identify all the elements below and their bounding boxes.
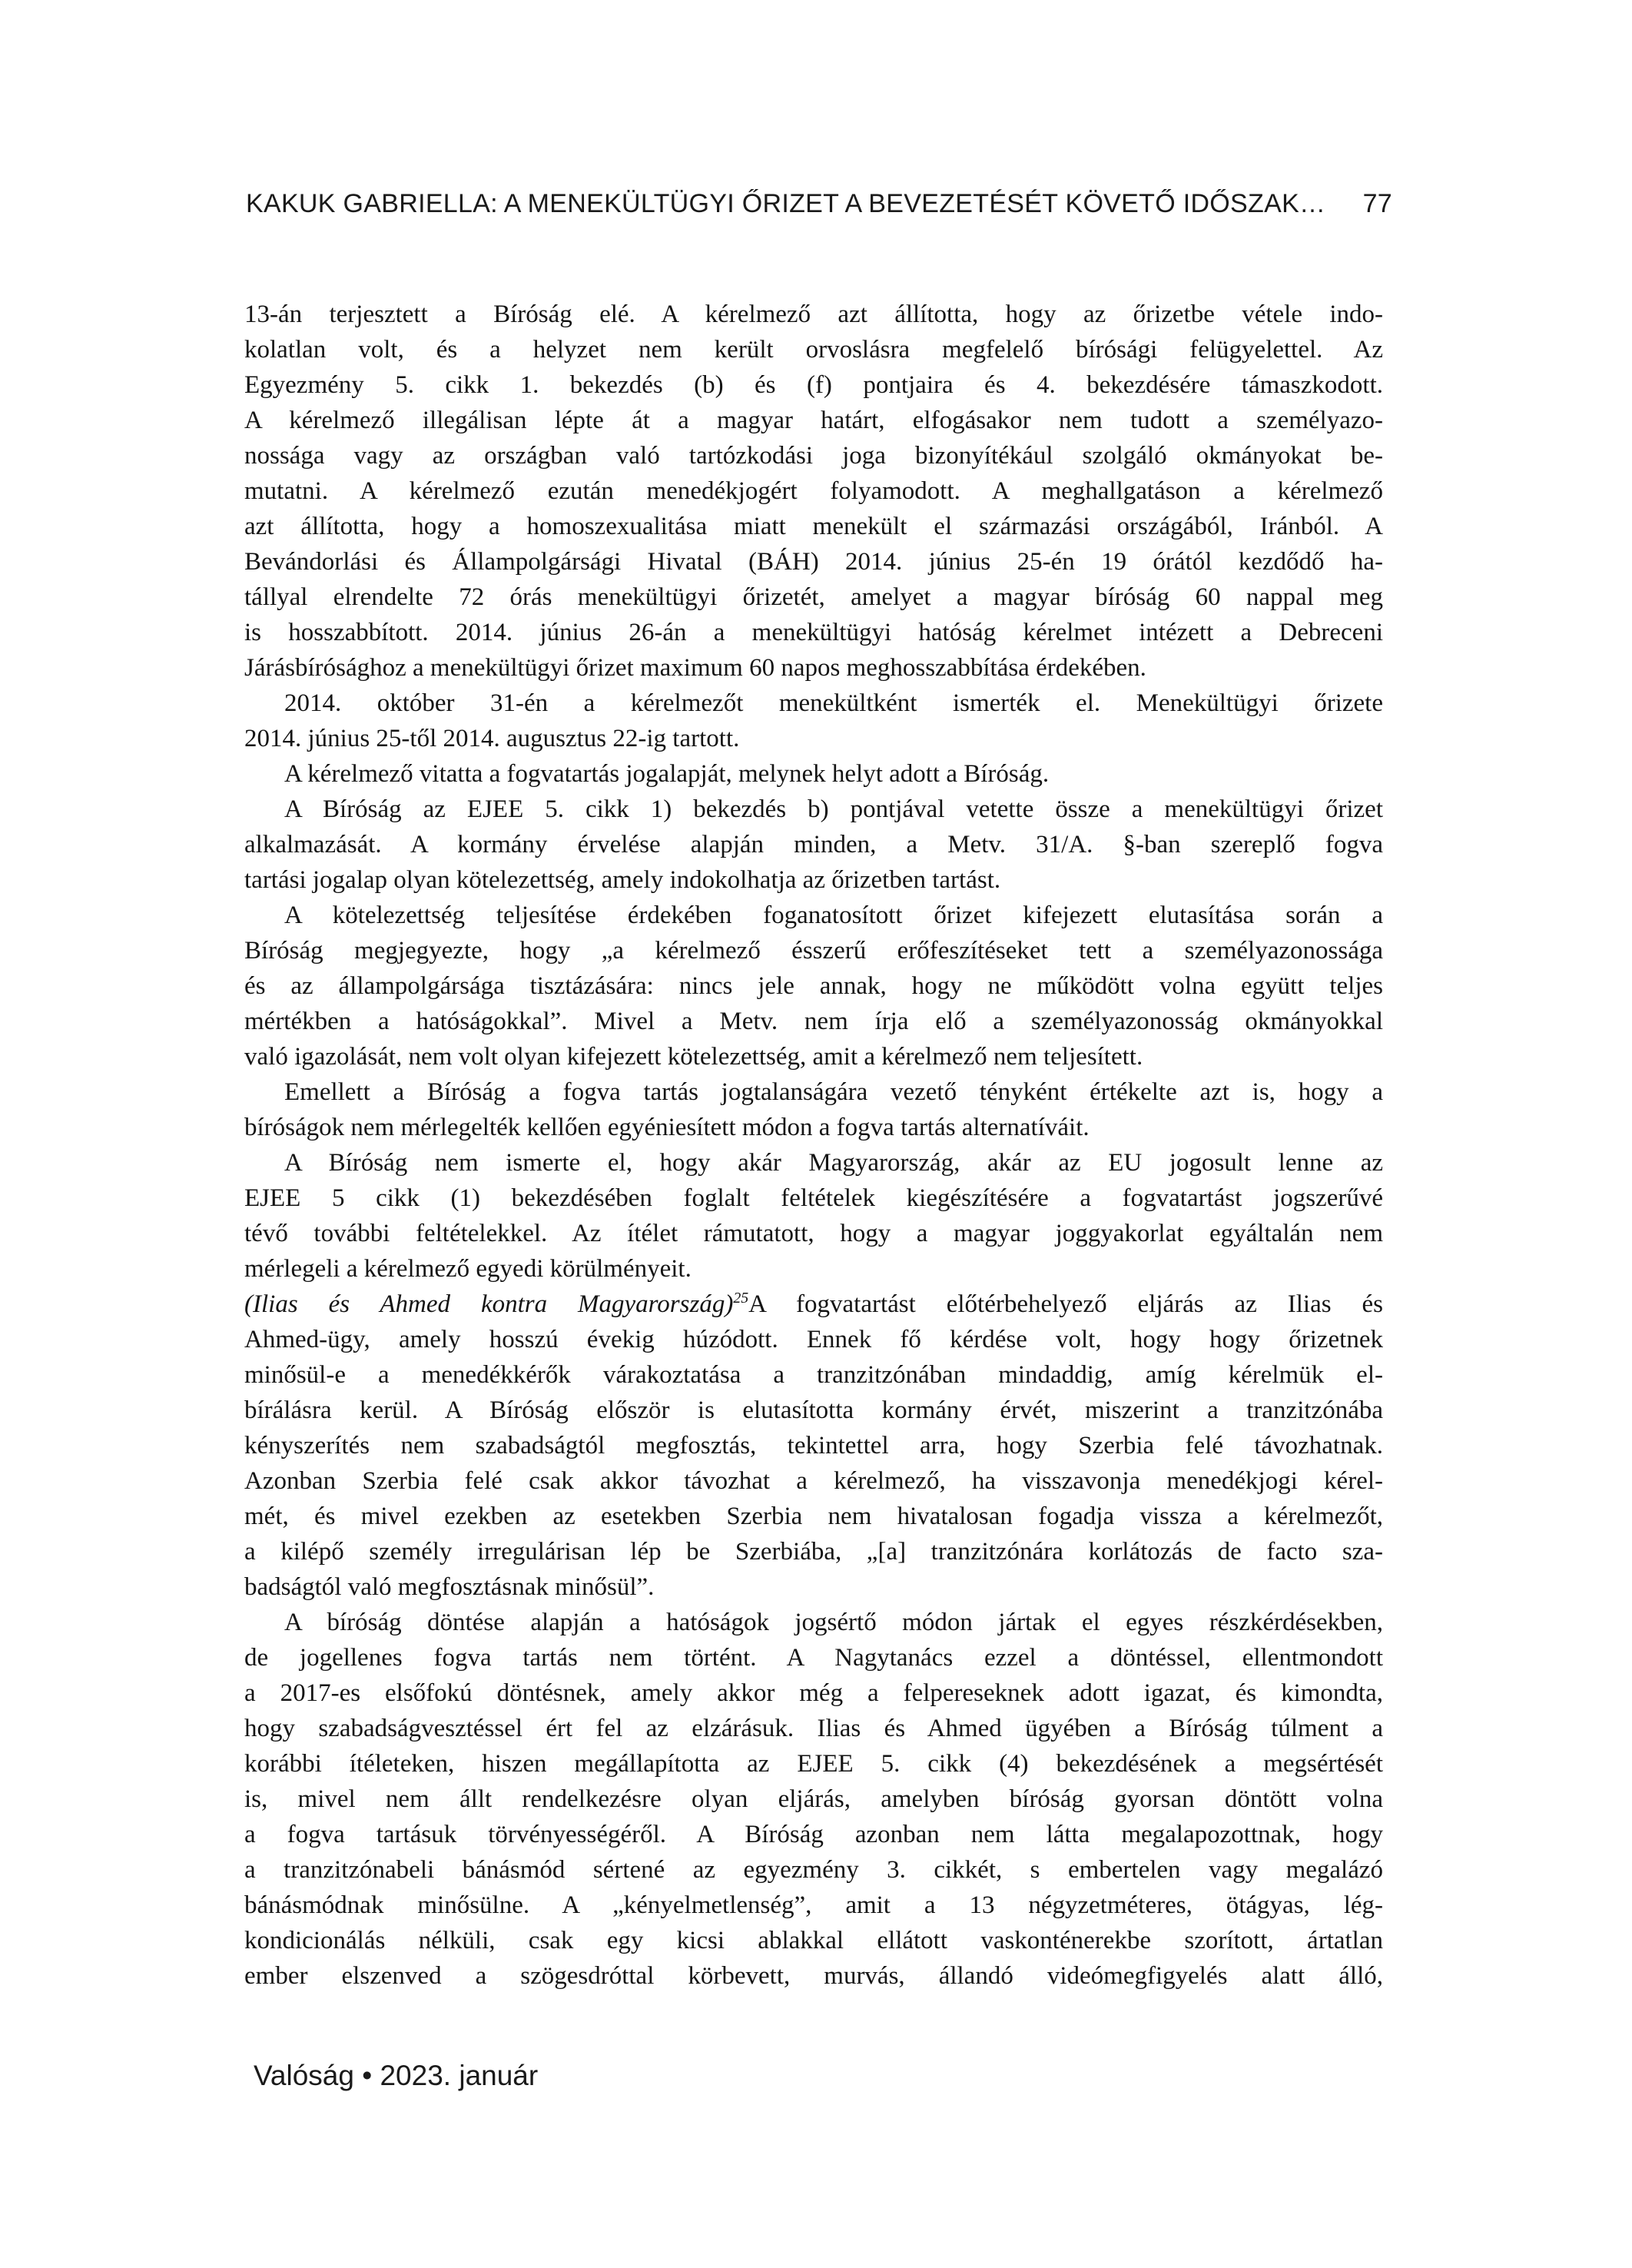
text-line: mértékben a hatóságokkal”. Mivel a Metv. nem írja elő a személyazonosság okmányokkal <box>244 1008 1383 1035</box>
page-number: 77 <box>1362 189 1392 218</box>
text-line: mutatni. A kérelmező ezután menedékjogért folyamodott. A meghallgatáson a kérelmező <box>244 477 1383 505</box>
text-line: is, mivel nem állt rendelkezésre olyan eljárás, amelyben bíróság gyorsan döntött volna <box>244 1785 1383 1813</box>
text-line: a 2017-es elsőfokú döntésnek, amely akkor még a felpereseknek adott igazat, és kimondta, <box>244 1679 1383 1707</box>
text-line: mét, és mivel ezekben az esetekben Szerbia nem hivatalosan fogadja vissza a kérelmezőt, <box>244 1503 1383 1530</box>
text-line: A bíróság döntése alapján a hatóságok jogsértő módon jártak el egyes részkérdésekben, <box>284 1609 1383 1636</box>
text-line: bírálásra kerül. A Bíróság először is elutasította kormány érvét, miszerint a tranzitzónába <box>244 1396 1383 1424</box>
text-line: nossága vagy az országban való tartózkodási joga bizonyítékául szolgáló okmányokat be- <box>244 442 1383 470</box>
text-line: hogy szabadságvesztéssel ért fel az elzárásuk. Ilias és Ahmed ügyében a Bíróság túlment a <box>244 1715 1383 1742</box>
footnote-reference: 25 <box>733 1290 749 1307</box>
text-line: kényszerítés nem szabadságtól megfosztás, tekintettel arra, hogy Szerbia felé távozhatnak. <box>244 1432 1383 1459</box>
text-line: tállyal elrendelte 72 órás menekültügyi őrizetét, amelyet a magyar bíróság 60 nappal meg <box>244 583 1383 611</box>
text-run: A fogvatartást előtérbehelyező eljárás az Ilias és <box>748 1290 1383 1318</box>
text-line: Egyezmény 5. cikk 1. bekezdés (b) és (f) pontjaira és 4. bekezdésére támaszkodott. <box>244 371 1383 399</box>
text-line: kondicionálás nélküli, csak egy kicsi ablakkal ellátott vaskonténerekbe szorított, ártatlan <box>244 1927 1383 1954</box>
text-line: bánásmódnak minősülne. A „kényelmetlenség”, amit a 13 négyzetméteres, ötágyas, lég- <box>244 1891 1383 1919</box>
text-line: Járásbírósághoz a menekültügyi őrizet maximum 60 napos meghosszabbítása érdekében. <box>244 654 1146 682</box>
text-line: 2014. június 25-től 2014. augusztus 22-ig tartott. <box>244 725 740 752</box>
journal-footer: Valóság • 2023. január <box>254 2060 539 2091</box>
text-line: A Bíróság nem ismerte el, hogy akár Magyarország, akár az EU jogosult lenne az <box>284 1149 1383 1177</box>
text-line: 2014. október 31-én a kérelmezőt menekültként ismerték el. Menekültügyi őrizete <box>284 689 1383 717</box>
text-line: de jogellenes fogva tartás nem történt. A Nagytanács ezzel a döntéssel, ellentmondott <box>244 1644 1383 1672</box>
text-line: alkalmazását. A kormány érvelése alapján minden, a Metv. 31/A. §-ban szereplő fogva <box>244 831 1383 858</box>
text-run: (Ilias és Ahmed kontra Magyarország) <box>244 1290 734 1318</box>
text-line: azt állította, hogy a homoszexualitása miatt menekült el származási országából, Iránból. A <box>244 513 1383 540</box>
text-line: Azonban Szerbia felé csak akkor távozhat a kérelmező, ha visszavonja menedékjogi kérel- <box>244 1467 1383 1495</box>
text-line: Bevándorlási és Állampolgársági Hivatal (BÁH) 2014. június 25-én 19 órától kezdődő ha- <box>244 548 1383 576</box>
text-line: való igazolását, nem volt olyan kifejezett kötelezettség, amit a kérelmező nem teljesített. <box>244 1043 1143 1071</box>
text-line: és az állampolgársága tisztázására: nincs jele annak, hogy ne működött volna együtt teljes <box>244 972 1383 1000</box>
text-line: badságtól való megfosztásnak minősül”. <box>244 1573 655 1601</box>
text-line: kolatlan volt, és a helyzet nem került orvoslásra megfelelő bírósági felügyelettel. Az <box>244 336 1383 364</box>
text-line: EJEE 5 cikk (1) bekezdésében foglalt feltételek kiegészítésére a fogvatartást jogszerűvé <box>244 1184 1383 1212</box>
text-line: Emellett a Bíróság a fogva tartás jogtalanságára vezető tényként értékelte azt is, hogy a <box>284 1078 1383 1106</box>
running-title: KAKUK GABRIELLA: A MENEKÜLTÜGYI ŐRIZET A BEVEZETÉSÉT KÖVETŐ IDŐSZAK… <box>246 189 1326 218</box>
text-line: A kérelmező vitatta a fogvatartás jogalapját, melynek helyt adott a Bíróság. <box>284 760 1050 788</box>
text-line: minősül-e a menedékkérők várakoztatása a tranzitzónában mindaddig, amíg kérelmük el- <box>244 1361 1383 1389</box>
text-line: tartási jogalap olyan kötelezettség, amely indokolhatja az őrizetben tartást. <box>244 866 1001 894</box>
text-line: A Bíróság az EJEE 5. cikk 1) bekezdés b) pontjával vetette össze a menekültügyi őrizet <box>284 795 1383 823</box>
text-line: A kérelmező illegálisan lépte át a magyar határt, elfogásakor nem tudott a személyazo- <box>244 407 1383 434</box>
text-line: bíróságok nem mérlegelték kellően egyéniesített módon a fogva tartás alternatíváit. <box>244 1114 1090 1141</box>
page-header <box>246 189 1392 219</box>
page-footer <box>254 2060 538 2092</box>
text-line: Bíróság megjegyezte, hogy „a kérelmező ésszerű erőfeszítéseket tett a személyazonossága <box>244 937 1383 965</box>
text-line: korábbi ítéleteken, hiszen megállapította az EJEE 5. cikk (4) bekezdésének a megsértését <box>244 1750 1383 1778</box>
text-line: 13-án terjesztett a Bíróság elé. A kérelmező azt állította, hogy az őrizetbe vétele indo- <box>244 301 1383 328</box>
text-line: is hosszabbított. 2014. június 26-án a menekültügyi hatóság kérelmet intézett a Debreceni <box>244 619 1383 646</box>
text-line: A kötelezettség teljesítése érdekében foganatosított őrizet kifejezett elutasítása során a <box>284 902 1383 929</box>
text-line: a kilépő személy irregulárisan lép be Szerbiába, „[a] tranzitzónára korlátozás de facto sza- <box>244 1538 1383 1566</box>
text-line: Ahmed-ügy, amely hosszú évekig húzódott. Ennek fő kérdése volt, hogy hogy őrizetnek <box>244 1326 1383 1353</box>
text-line: ember elszenved a szögesdróttal körbevett, murvás, állandó videómegfigyelés alatt álló, <box>244 1962 1383 1990</box>
text-line: tévő további feltételekkel. Az ítélet rámutatott, hogy a magyar joggyakorlat egyáltalán nem <box>244 1220 1383 1247</box>
text-line: a tranzitzónabeli bánásmód sértené az egyezmény 3. cikkét, s embertelen vagy megalázó <box>244 1856 1383 1884</box>
text-line: a fogva tartásuk törvényességéről. A Bíróság azonban nem látta megalapozottnak, hogy <box>244 1821 1383 1848</box>
text-line <box>244 1287 1383 1322</box>
text-column <box>244 297 1383 1994</box>
text-line: mérlegeli a kérelmező egyedi körülményeit. <box>244 1255 692 1283</box>
